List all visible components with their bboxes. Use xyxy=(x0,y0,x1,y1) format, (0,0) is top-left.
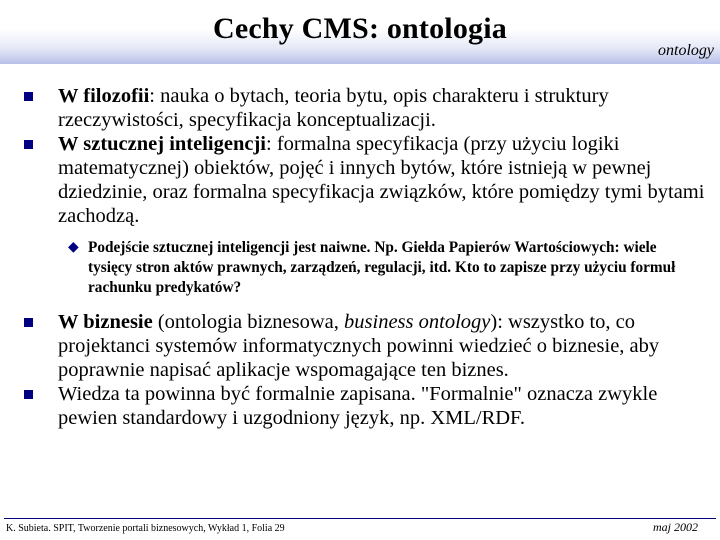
bullet-formal xyxy=(24,382,714,430)
bullet-text: : formalna specyfikacja (przy użyciu logiki matematycznej) obiektów, pojęć i innych bytów, które istnieją w pewnej dziedzinie, oraz formalna specyfikacja związków, które pomiędzy tymi bytami zachodzą. xyxy=(58,133,705,227)
square-bullet-icon xyxy=(24,140,33,149)
bullet-label: W sztucznej inteligencji xyxy=(58,133,266,155)
slide-tag: ontology xyxy=(658,42,714,59)
footer-credit: K. Subieta. SPIT, Tworzenie portali biznesowych, Wykład 1, Folia 29 xyxy=(6,523,285,534)
sub-bullet-naive xyxy=(68,238,696,298)
bullet-text-rest: ): wszystko to, co projektanci systemów informatycznych powinni wiedzieć o biznesie, aby poprawnie napisać aplikacje wspomagające ten biznes. xyxy=(58,311,660,381)
bullet-italic-term: business ontology xyxy=(344,311,491,333)
square-bullet-icon xyxy=(24,390,33,399)
square-bullet-icon xyxy=(24,92,33,101)
bullet-business xyxy=(24,310,714,382)
diamond-bullet-icon: ◆ xyxy=(68,240,79,255)
bullet-text: : nauka o bytach, teoria bytu, opis charakteru i struktury rzeczywistości, specyfikacja konceptualizacji. xyxy=(58,85,609,131)
bullet-philosophy xyxy=(24,84,714,132)
square-bullet-icon xyxy=(24,318,33,327)
bullet-ai xyxy=(24,132,714,228)
footer-date: maj 2002 xyxy=(653,520,698,534)
sub-bullet-text: Podejście sztucznej inteligencji jest naiwne. Np. Giełda Papierów Wartościowych: wiele tysięcy stron aktów prawnych, zarządzeń, regulacji, itd. Kto to zapisze przy użyciu formuł rachunku predykatów? xyxy=(88,239,676,296)
bullet-label: W biznesie xyxy=(58,311,153,333)
bullet-list xyxy=(24,84,714,430)
slide-title: Cechy CMS: ontologia xyxy=(213,12,507,45)
bullet-label: W filozofii xyxy=(58,85,150,107)
bullet-text: Wiedza ta powinna być formalnie zapisana. "Formalnie" oznacza zwykle pewien standardowy i uzgodniony język, np. XML/RDF. xyxy=(58,383,658,429)
slide-header xyxy=(0,0,720,64)
bullet-text: (ontologia biznesowa, xyxy=(152,311,345,333)
footer-divider xyxy=(4,518,716,519)
